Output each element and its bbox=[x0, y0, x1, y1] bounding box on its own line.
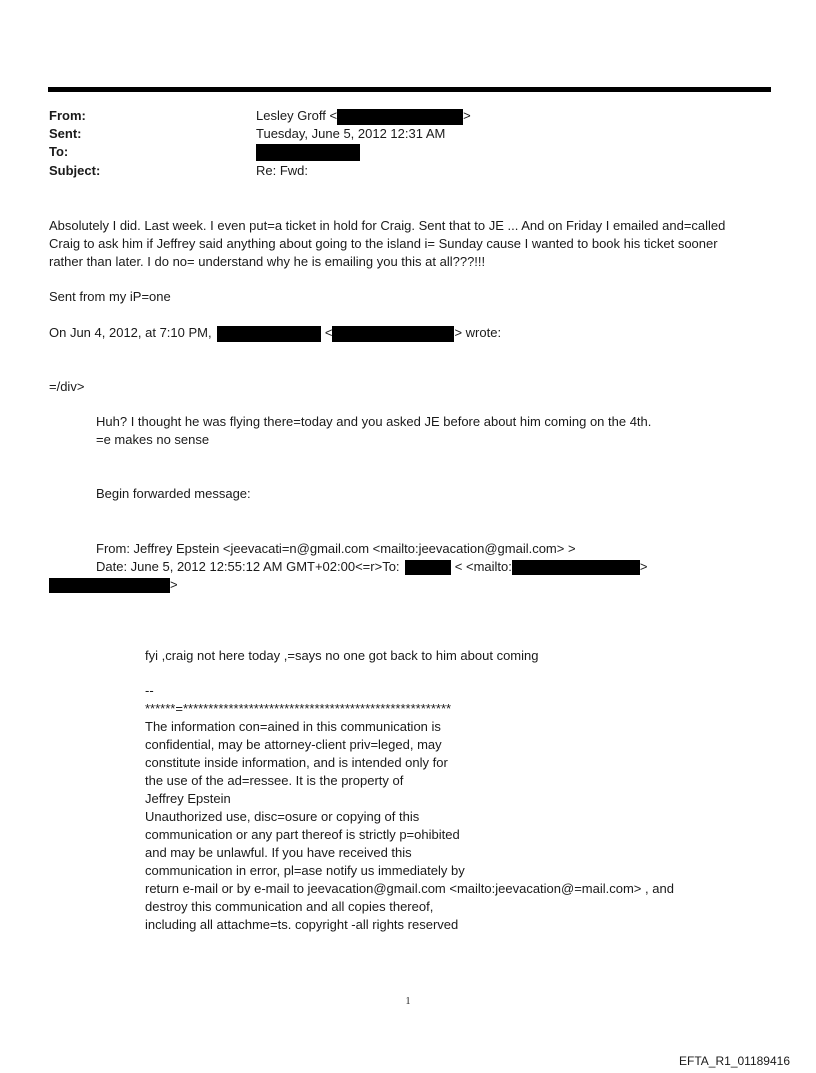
quote-intro-lt: < bbox=[324, 325, 333, 340]
body-line-1: Absolutely I did. Last week. I even put=a ticket in hold for Craig. Sent that to JE ... And on Friday I emailed and=called bbox=[49, 218, 726, 233]
subject-label: Subject: bbox=[49, 163, 101, 178]
quote-intro-suffix: > wrote: bbox=[454, 325, 502, 340]
disclaimer-line: including all attachme=ts. copyright -all rights reserved bbox=[145, 917, 459, 932]
disclaimer-line: the use of the ad=ressee. It is the property of bbox=[145, 773, 404, 788]
fwd-gt-2: > bbox=[170, 577, 178, 592]
redaction-sender-email bbox=[332, 326, 454, 342]
disclaimer-line: The information con=ained in this communication is bbox=[145, 719, 441, 734]
disclaimer-line: communication or any part thereof is strictly p=ohibited bbox=[145, 827, 460, 842]
reply-line-2: =e makes no sense bbox=[96, 432, 210, 447]
disclaimer-line: confidential, may be attorney-client priv=leged, may bbox=[145, 737, 442, 752]
page-number: 1 bbox=[405, 996, 411, 1007]
fwd-gt: > bbox=[639, 559, 648, 574]
disclaimer-line: communication in error, pl=ase notify us immediately by bbox=[145, 863, 465, 878]
from-label: From: bbox=[49, 108, 86, 123]
redaction-to-name bbox=[405, 560, 451, 575]
fwd-date bbox=[96, 558, 647, 577]
inner-fyi: fyi ,craig not here today ,=says no one got back to him about coming bbox=[145, 648, 539, 663]
sent-value: Tuesday, June 5, 2012 12:31 AM bbox=[256, 126, 446, 141]
from-value bbox=[256, 107, 471, 125]
disclaimer-line: return e-mail or by e-mail to jeevacation@gmail.com <mailto:jeevacation@=mail.com> , and bbox=[145, 881, 674, 896]
quote-intro-prefix: On Jun 4, 2012, at 7:10 PM, bbox=[49, 325, 212, 340]
sent-label: Sent: bbox=[49, 126, 82, 141]
disclaimer-line: Jeffrey Epstein bbox=[145, 791, 231, 806]
bates-number: EFTA_R1_01189416 bbox=[679, 1054, 790, 1068]
fwd-mailto: < <mailto: bbox=[454, 559, 512, 574]
from-name: Lesley Groff < bbox=[256, 108, 338, 123]
disclaimer-line: Unauthorized use, disc=osure or copying of this bbox=[145, 809, 420, 824]
redaction-to-email-cont bbox=[49, 578, 170, 593]
body-line-3: rather than later. I do no= understand why he is emailing you this at all???!!! bbox=[49, 254, 486, 269]
redaction-to bbox=[256, 144, 360, 161]
div-close: =/div> bbox=[49, 379, 85, 394]
to-label: To: bbox=[49, 144, 69, 159]
redaction-to-email bbox=[512, 560, 640, 575]
body-line-2: Craig to ask him if Jeffrey said anything about going to the island i= Sunday cause I wanted to book his ticket sooner bbox=[49, 236, 718, 251]
fwd-continued bbox=[49, 576, 178, 595]
quote-intro bbox=[49, 324, 501, 343]
redaction-from-email bbox=[337, 109, 463, 125]
forwarded-label: Begin forwarded message: bbox=[96, 486, 251, 501]
from-gt: > bbox=[463, 108, 471, 123]
redaction-sender-name bbox=[217, 326, 321, 342]
inner-stars: ******=***************************************************** bbox=[145, 701, 452, 716]
disclaimer-line: and may be unlawful. If you have received this bbox=[145, 845, 412, 860]
inner-dashes: -- bbox=[145, 683, 154, 698]
fwd-from: From: Jeffrey Epstein <jeevacati=n@gmail.com <mailto:jeevacation@gmail.com> > bbox=[96, 541, 576, 556]
fwd-date-text: Date: June 5, 2012 12:55:12 AM GMT+02:00<=r>To: bbox=[96, 559, 400, 574]
reply-line-1: Huh? I thought he was flying there=today and you asked JE before about him coming on the 4th. bbox=[96, 414, 652, 429]
header-rule bbox=[48, 87, 771, 92]
disclaimer-line: constitute inside information, and is intended only for bbox=[145, 755, 448, 770]
disclaimer-line: destroy this communication and all copies thereof, bbox=[145, 899, 434, 914]
signature: Sent from my iP=one bbox=[49, 289, 171, 304]
subject-value: Re: Fwd: bbox=[256, 163, 309, 178]
to-value bbox=[256, 143, 360, 161]
